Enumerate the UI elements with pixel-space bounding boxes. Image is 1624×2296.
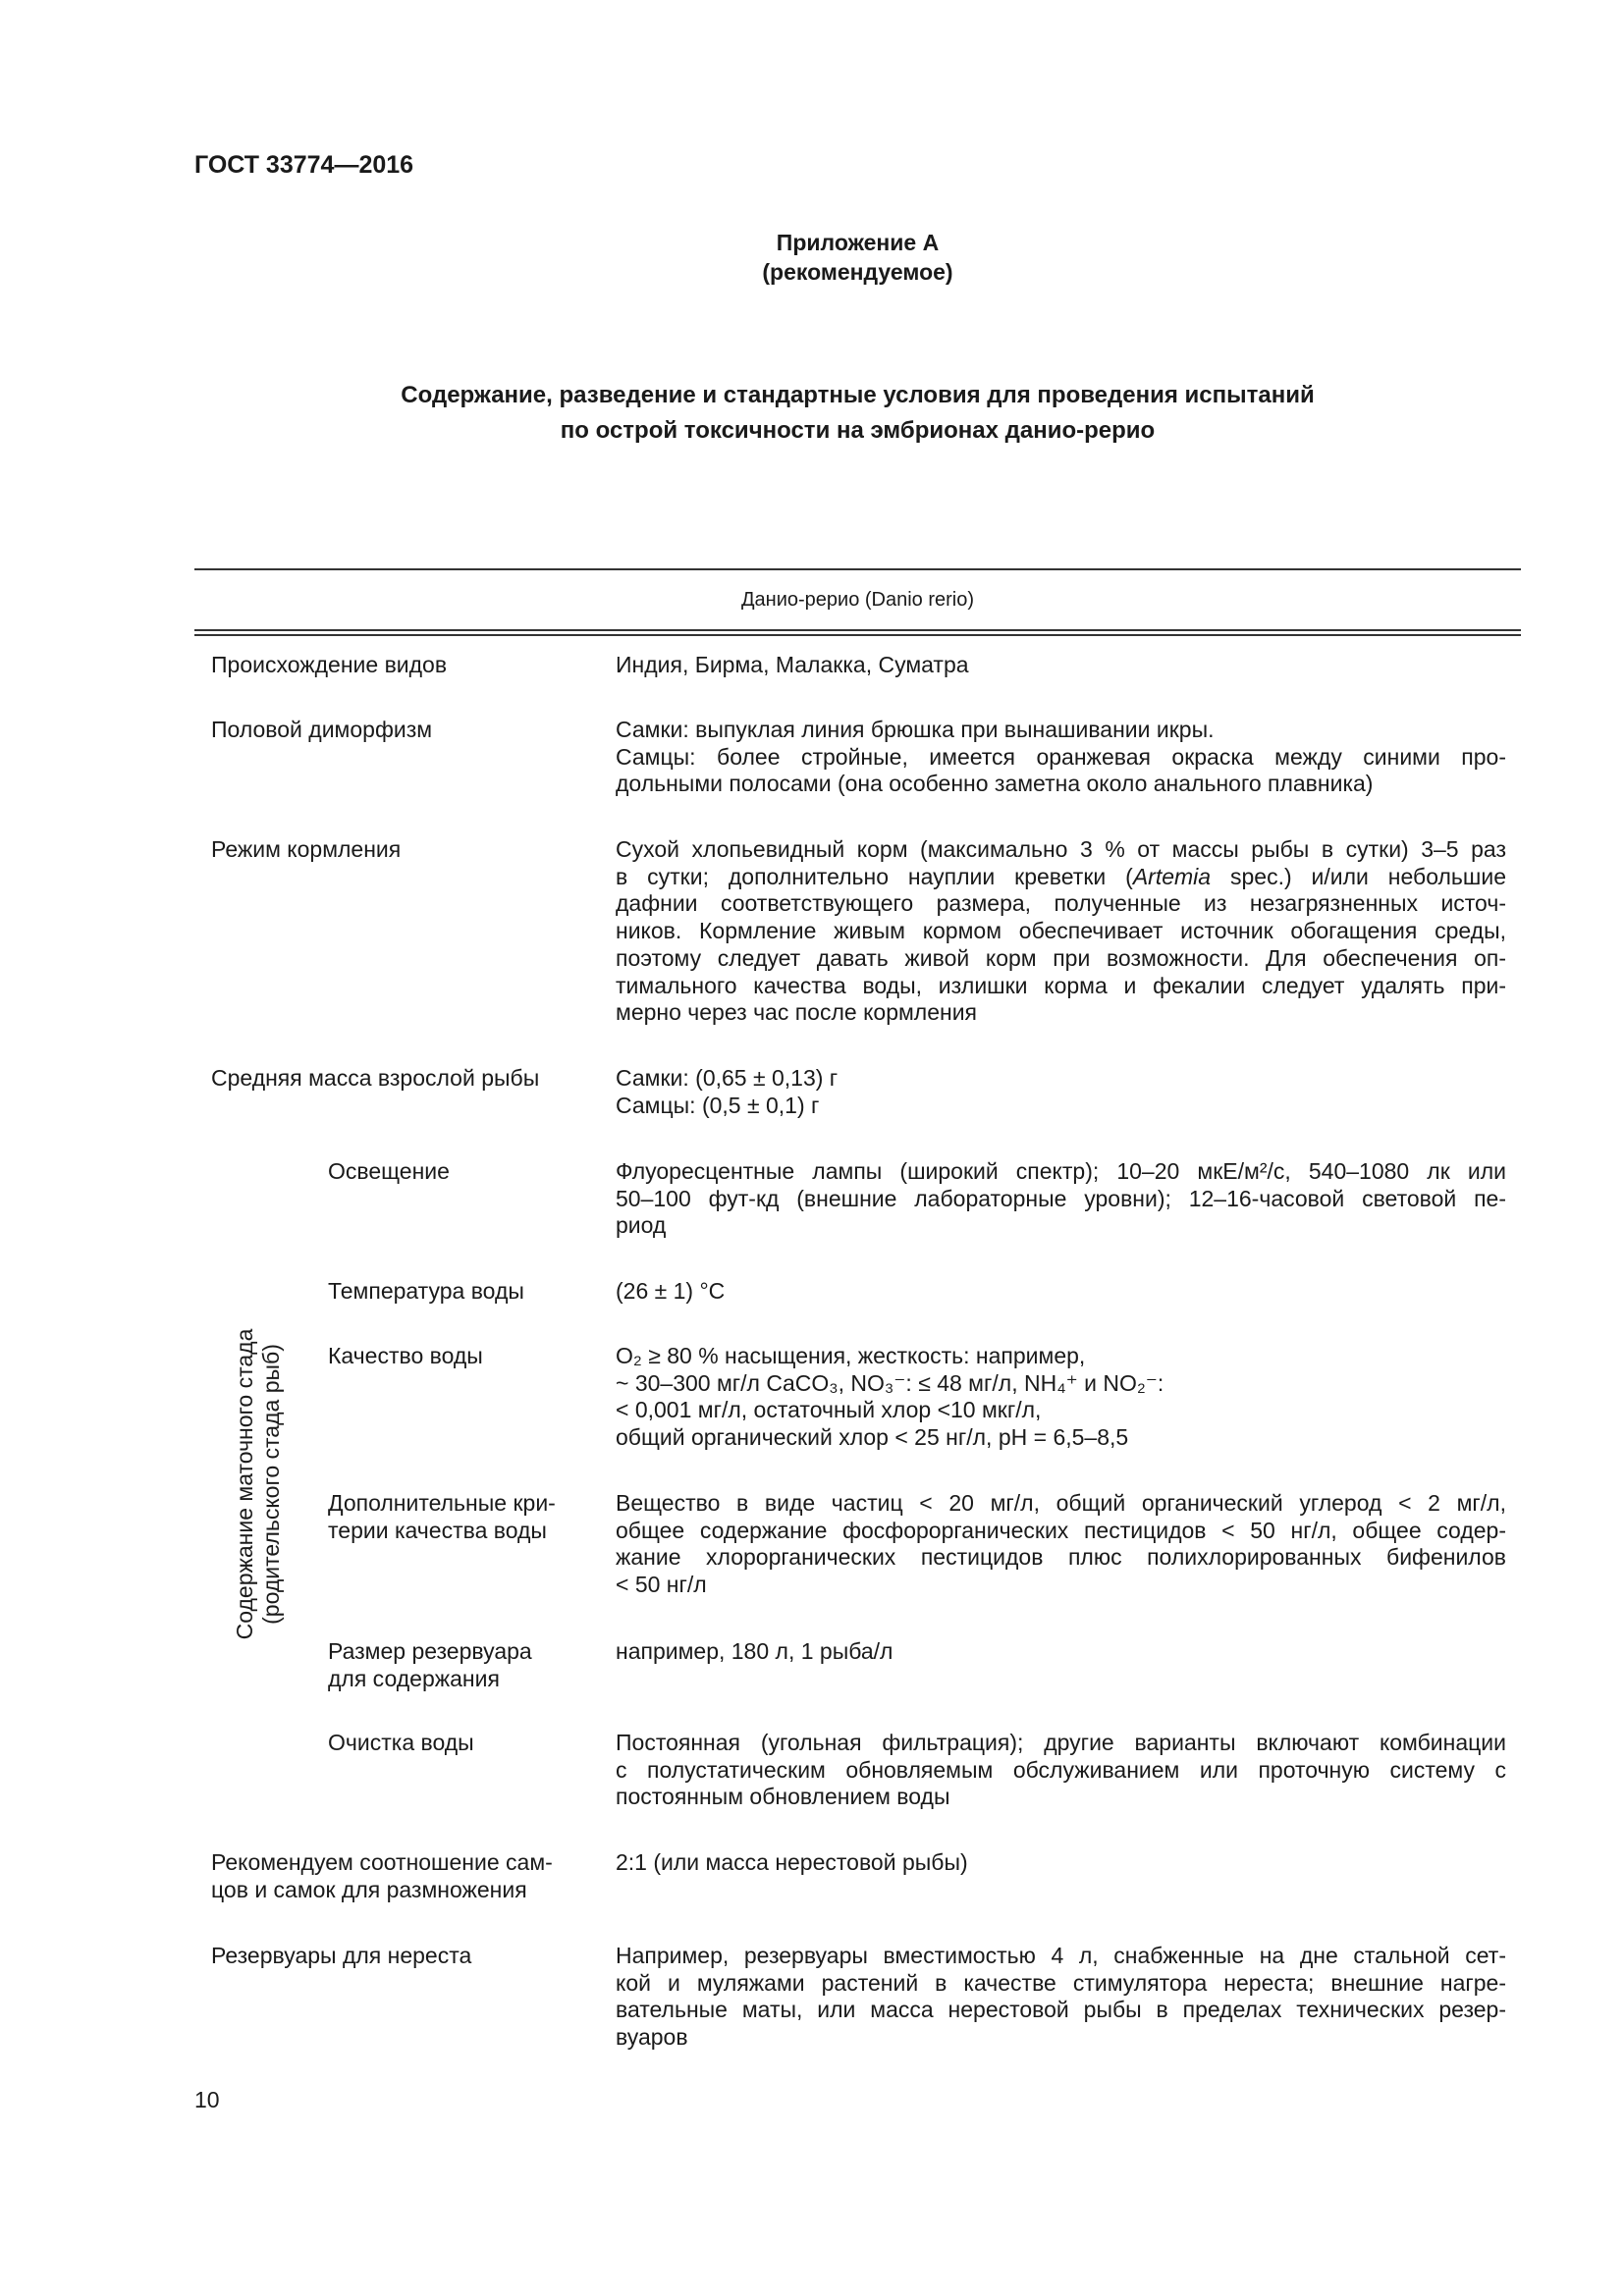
row-label <box>211 717 432 744</box>
row-value <box>616 1065 1506 1119</box>
row-value <box>616 1278 1506 1306</box>
row-value-line: (26 ± 1) °C <box>616 1278 726 1304</box>
row-value <box>616 1730 1506 1811</box>
row-value-line: ~ 30–300 мг/л CaCO₃, NO₃⁻: ≤ 48 мг/л, NH₄⁺ и NO₂⁻: <box>616 1369 1164 1396</box>
row-value-line: Сухой хлопьевидный корм (максимально 3 % от массы рыбы в сутки) 3–5 раз <box>616 836 1506 862</box>
row-label <box>328 1343 483 1370</box>
row-value <box>616 1638 1506 1666</box>
group-label-vertical <box>232 1329 285 1640</box>
row-value-line: кой и муляжами растений в качестве стимулятора нереста; внешние нагре- <box>616 1969 1506 1996</box>
row-value <box>616 836 1506 1027</box>
row-value-line: дольными полосами (она особенно заметна около анального плавника) <box>616 771 1374 797</box>
header-rule-1 <box>194 629 1521 631</box>
row-value-segment: в сутки; дополнительно науплии креветки ( <box>616 863 1133 889</box>
page-number: 10 <box>194 2087 220 2112</box>
row-value-line: Самки: выпуклая линия брюшка при вынашивании икры. <box>616 717 1215 742</box>
row-value-line: с полустатическим обновляемым обслуживанием или проточную систему с <box>616 1756 1506 1783</box>
row-value-line: например, 180 л, 1 рыба/л <box>616 1638 893 1664</box>
row-value-line: < 50 нг/л <box>616 1572 707 1598</box>
group-label-line-1: Содержание маточного стада <box>232 1328 257 1640</box>
row-label-line: цов и самок для размножения <box>211 1876 527 1902</box>
row-label-line: Освещение <box>328 1158 450 1184</box>
row-label-line: Режим кормления <box>211 836 402 862</box>
row-value-line: Постоянная (угольная фильтрация); другие варианты включают комбинации <box>616 1730 1506 1755</box>
row-label <box>328 1638 532 1692</box>
row-value-line: Самки: (0,65 ± 0,13) г <box>616 1065 839 1091</box>
row-label <box>211 1065 539 1093</box>
table-top-rule <box>194 568 1521 570</box>
page-title-line-2: по острой токсичности на эмбрионах данио-рерио <box>560 417 1156 444</box>
row-value <box>616 717 1506 798</box>
row-value-line: Флуоресцентные лампы (широкий спектр); 10–20 мкЕ/м²/с, 540–1080 лк или <box>616 1158 1506 1184</box>
row-value-line: Индия, Бирма, Малакка, Суматра <box>616 652 969 677</box>
page-title-line-1: Содержание, разведение и стандартные условия для проведения испытаний <box>401 382 1315 408</box>
row-value-line: риод <box>616 1212 667 1239</box>
row-value-line: общий органический хлор < 25 нг/л, pH = 6,5–8,5 <box>616 1424 1129 1451</box>
row-label <box>328 1730 474 1757</box>
row-value-line: Самцы: более стройные, имеется оранжевая окраска между синими про- <box>616 743 1506 770</box>
group-label-line-2: (родительского стада рыб) <box>258 1344 284 1625</box>
row-label <box>211 836 401 864</box>
row-label <box>211 652 447 679</box>
appendix-title: Приложение А <box>776 230 940 255</box>
row-value <box>616 1943 1506 2052</box>
row-label-line: Качество воды <box>328 1343 483 1368</box>
row-label-line: Рекомендуем соотношение сам- <box>211 1849 553 1875</box>
row-value-line: постоянным обновлением воды <box>616 1784 950 1810</box>
row-value-line: Самцы: (0,5 ± 0,1) г <box>616 1092 820 1118</box>
row-value <box>616 1490 1506 1599</box>
row-label-line: Половой диморфизм <box>211 717 433 742</box>
row-value-line: жание хлорорганических пестицидов плюс полихлорированных бифенилов <box>616 1544 1506 1571</box>
row-label <box>328 1278 524 1306</box>
row-value-line: Например, резервуары вместимостью 4 л, снабженные на дне стальной сет- <box>616 1943 1506 1968</box>
row-label-line: Размер резервуара <box>328 1638 532 1664</box>
row-value-line: мерно через час после кормления <box>616 999 978 1026</box>
row-value-line: вуаров <box>616 2024 688 2051</box>
row-label-line: Происхождение видов <box>211 652 448 677</box>
row-value <box>616 1849 1506 1877</box>
row-label <box>328 1490 556 1544</box>
row-value-line: общее содержание фосфорорганических пестицидов < 50 нг/л, общее содер- <box>616 1517 1506 1543</box>
row-value-line: Вещество в виде частиц < 20 мг/л, общий органический углерод < 2 мг/л, <box>616 1490 1506 1516</box>
row-label-line: для содержания <box>328 1665 500 1691</box>
row-label-line: Температура воды <box>328 1278 524 1304</box>
appendix-status: (рекомендуемое) <box>762 259 953 285</box>
row-value-line: вательные маты, или масса нерестовой рыбы в пределах технических резер- <box>616 1997 1506 2023</box>
row-value-line: поэтому следует давать живой корм при возможности. Для обеспечения оп- <box>616 944 1506 971</box>
row-value-segment: spec.) и/или небольшие <box>1211 863 1506 889</box>
row-value-line: O₂ ≥ 80 % насыщения, жесткость: например, <box>616 1343 1086 1368</box>
header-rule-2 <box>194 634 1521 636</box>
row-value-line: 2:1 (или масса нерестовой рыбы) <box>616 1849 968 1875</box>
species-name-italic: Artemia <box>1132 863 1212 889</box>
row-value-line: тимального качества воды, излишки корма и фекалии следует удалять при- <box>616 972 1506 998</box>
row-label <box>211 1943 471 1970</box>
row-value-line: дафнии соответствующего размера, полученные из незагрязненных источ- <box>616 890 1506 917</box>
row-value <box>616 652 1506 679</box>
row-value-line: ников. Кормление живым кормом обеспечивает источник обогащения среды, <box>616 918 1506 944</box>
row-label <box>328 1158 450 1186</box>
row-value <box>616 1343 1506 1452</box>
row-value-line: < 0,001 мг/л, остаточный хлор <10 мкг/л, <box>616 1397 1042 1423</box>
row-value <box>616 1158 1506 1240</box>
row-label-line: Резервуары для нереста <box>211 1943 472 1968</box>
row-label-line: Дополнительные кри- <box>328 1490 556 1516</box>
document-id: ГОСТ 33774—2016 <box>194 151 414 179</box>
species-header: Данио-рерио (Danio rerio) <box>740 589 975 611</box>
row-label <box>211 1849 553 1903</box>
row-value-line: 50–100 фут-кд (внешние лабораторные уровни); 12–16-часовой световой пе- <box>616 1185 1506 1211</box>
row-label-line: терии качества воды <box>328 1517 547 1543</box>
row-label-line: Очистка воды <box>328 1730 474 1755</box>
row-value-line <box>616 864 1506 891</box>
row-label-line: Средняя масса взрослой рыбы <box>211 1065 540 1091</box>
